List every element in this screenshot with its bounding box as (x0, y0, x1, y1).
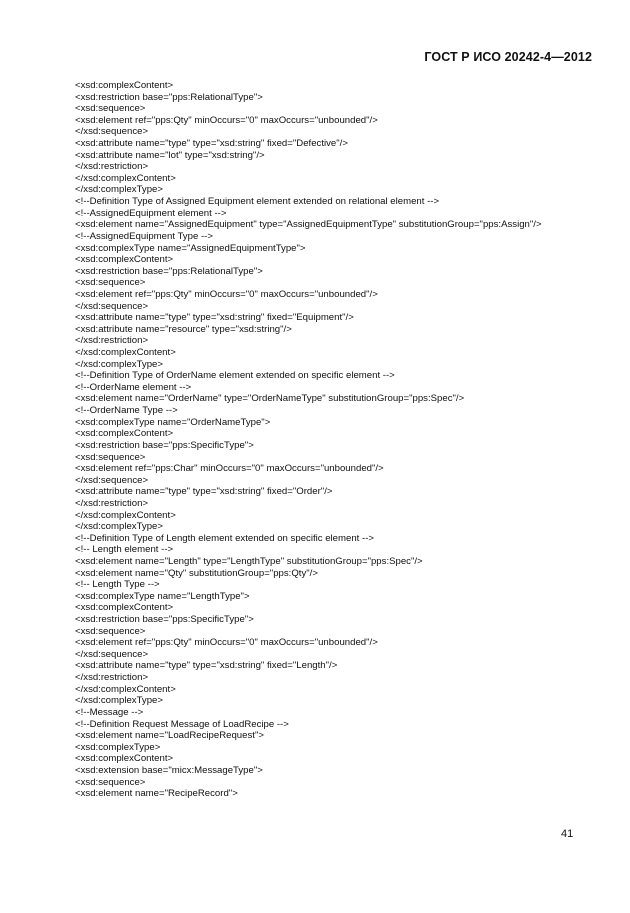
code-line: </xsd:complexContent> (75, 347, 176, 359)
code-line: <xsd:sequence> (75, 451, 146, 463)
code-line: <xsd:complexType> (75, 741, 161, 753)
code-line: <xsd:element ref="pps:Qty" minOccurs="0" maxOccurs="unbounded"/> (75, 637, 378, 649)
code-line: </xsd:complexType> (75, 358, 163, 370)
code-line: <!--AssignedEquipment element --> (75, 207, 227, 219)
code-line: </xsd:complexContent> (75, 172, 176, 184)
code-line: <xsd:element ref="pps:Qty" minOccurs="0" maxOccurs="unbounded"/> (75, 114, 378, 126)
code-line: <!-- Length Type --> (75, 579, 160, 591)
code-line: <!--AssignedEquipment Type --> (75, 230, 213, 242)
code-line: <xsd:complexContent> (75, 254, 174, 266)
code-line: <xsd:complexType name="AssignedEquipmentType"> (75, 242, 306, 254)
code-line: <!--Definition Request Message of LoadRecipe --> (75, 718, 289, 730)
code-line: </xsd:restriction> (75, 497, 149, 509)
code-line: <xsd:complexContent> (75, 602, 174, 614)
code-line: <xsd:complexType name="LengthType"> (75, 590, 250, 602)
code-line: <xsd:sequence> (75, 625, 146, 637)
code-line: <xsd:element name="OrderName" type="OrderNameType" substitutionGroup="pps:Spec"/> (75, 393, 465, 405)
code-line: </xsd:complexContent> (75, 683, 176, 695)
code-line: <xsd:complexContent> (75, 753, 174, 765)
code-line: <xsd:element name="AssignedEquipment" type="AssignedEquipmentType" substitutionGroup="pps:Assign"/> (75, 219, 542, 231)
code-line: <!--OrderName Type --> (75, 405, 178, 417)
code-line: <xsd:element name="LoadRecipeRequest"> (75, 730, 264, 742)
code-line: </xsd:sequence> (75, 300, 149, 312)
code-line: </xsd:restriction> (75, 672, 149, 684)
code-line: <xsd:extension base="micx:MessageType"> (75, 764, 263, 776)
code-line: </xsd:sequence> (75, 648, 149, 660)
code-line: <xsd:attribute name="lot" type="xsd:string"/> (75, 149, 265, 161)
code-line: <xsd:element name="RecipeRecord"> (75, 788, 238, 800)
xsd-code-listing (75, 80, 595, 800)
code-line: <!--Definition Type of Length element extended on specific element --> (75, 532, 375, 544)
code-line: </xsd:complexType> (75, 521, 163, 533)
code-line: <xsd:restriction base="pps:SpecificType"> (75, 614, 254, 626)
code-line: </xsd:restriction> (75, 335, 149, 347)
code-line: <xsd:attribute name="type" type="xsd:string" fixed="Order"/> (75, 486, 333, 498)
code-line: <xsd:sequence> (75, 776, 146, 788)
code-line: </xsd:sequence> (75, 126, 149, 138)
code-line: </xsd:complexType> (75, 184, 163, 196)
code-line: <!--Definition Type of Assigned Equipment element extended on relational element --> (75, 196, 440, 208)
code-line: <xsd:attribute name="type" type="xsd:string" fixed="Length"/> (75, 660, 338, 672)
code-line: <xsd:restriction base="pps:SpecificType"> (75, 439, 254, 451)
code-line: <xsd:attribute name="type" type="xsd:string" fixed="Equipment"/> (75, 312, 354, 324)
code-line: <!--Definition Type of OrderName element extended on specific element --> (75, 370, 395, 382)
code-line: <xsd:complexType name="OrderNameType"> (75, 416, 271, 428)
code-line: <xsd:sequence> (75, 277, 146, 289)
code-line: <!-- Length element --> (75, 544, 174, 556)
code-line: </xsd:complexContent> (75, 509, 176, 521)
code-line: <xsd:element name="Length" type="LengthType" substitutionGroup="pps:Spec"/> (75, 555, 423, 567)
code-line: </xsd:sequence> (75, 474, 149, 486)
document-standard-id: ГОСТ Р ИСО 20242-4—2012 (424, 50, 592, 64)
code-line: <xsd:restriction base="pps:RelationalType"> (75, 265, 263, 277)
code-line: <xsd:restriction base="pps:RelationalType"> (75, 91, 263, 103)
code-line: </xsd:restriction> (75, 161, 149, 173)
code-line: </xsd:complexType> (75, 695, 163, 707)
code-line: <!--OrderName element --> (75, 381, 192, 393)
code-line: <xsd:complexContent> (75, 80, 174, 91)
code-line: <!--Message --> (75, 706, 144, 718)
code-line: <xsd:element ref="pps:Char" minOccurs="0" maxOccurs="unbounded"/> (75, 463, 384, 475)
code-line: <xsd:sequence> (75, 103, 146, 115)
code-line: <xsd:element ref="pps:Qty" minOccurs="0" maxOccurs="unbounded"/> (75, 288, 378, 300)
code-line: <xsd:complexContent> (75, 428, 174, 440)
code-line: <xsd:attribute name="type" type="xsd:string" fixed="Defective"/> (75, 138, 348, 150)
code-line: <xsd:attribute name="resource" type="xsd:string"/> (75, 323, 292, 335)
page-number: 41 (561, 828, 574, 840)
code-line: <xsd:element name="Qty" substitutionGroup="pps:Qty"/> (75, 567, 318, 579)
